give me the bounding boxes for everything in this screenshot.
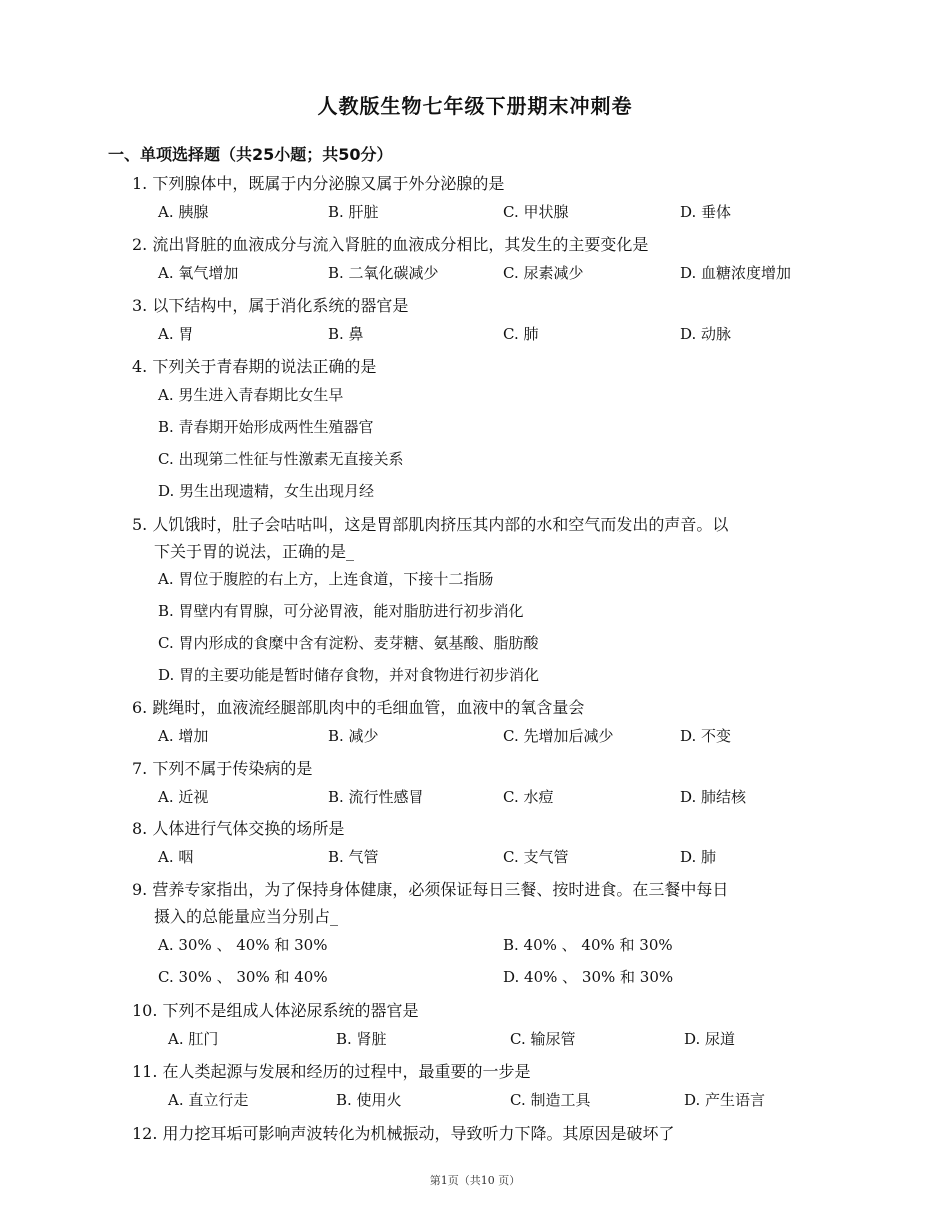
option: A. 男生进入青春期比女生早	[158, 386, 344, 404]
option: A. 肛门	[168, 1030, 219, 1048]
question-text: 7. 下列不属于传染病的是	[132, 759, 313, 778]
option: A. 氧气增加	[158, 264, 239, 282]
option: C. 出现第二性征与性激素无直接关系	[158, 450, 404, 468]
option: B. 肝脏	[328, 203, 379, 221]
question-3	[132, 292, 844, 319]
option: C. 制造工具	[510, 1091, 591, 1109]
question-10	[132, 997, 844, 1024]
question-9	[132, 876, 844, 930]
option: C. 水痘	[503, 788, 554, 806]
option: D. 40% 、 30% 和 30%	[503, 968, 674, 986]
option: B. 流行性感冒	[328, 788, 424, 806]
option: A. 增加	[158, 727, 209, 745]
question-8	[132, 815, 844, 842]
question-7	[132, 755, 844, 782]
option: D. 男生出现遗精，女生出现月经	[158, 482, 375, 500]
option: B. 鼻	[328, 325, 364, 343]
page-footer: 第1页（共10 页）	[429, 1174, 521, 1187]
question-text: 10. 下列不是组成人体泌尿系统的器官是	[132, 1001, 419, 1020]
question-text: 11. 在人类起源与发展和经历的过程中，最重要的一步是	[132, 1062, 531, 1081]
option: A. 胃位于腹腔的右上方，上连食道，下接十二指肠	[158, 570, 494, 588]
question-text: 1. 下列腺体中，既属于内分泌腺又属于外分泌腺的是	[132, 174, 505, 193]
question-text: 3. 以下结构中，属于消化系统的器官是	[132, 296, 409, 315]
question-text: 4. 下列关于青春期的说法正确的是	[132, 357, 377, 376]
question-text-cont: 下关于胃的说法，正确的是_	[154, 542, 355, 561]
option: A. 胰腺	[158, 203, 209, 221]
option: B. 青春期开始形成两性生殖器官	[158, 418, 374, 436]
option: D. 肺	[680, 848, 717, 866]
option: A. 30% 、 40% 和 30%	[158, 936, 328, 954]
question-2	[132, 231, 844, 258]
option: A. 咽	[158, 848, 194, 866]
question-1	[132, 170, 844, 197]
option: D. 垂体	[680, 203, 732, 221]
option: D. 胃的主要功能是暂时储存食物，并对食物进行初步消化	[158, 666, 540, 684]
option: C. 30% 、 30% 和 40%	[158, 968, 328, 986]
option: D. 尿道	[684, 1030, 736, 1048]
option: B. 二氧化碳减少	[328, 264, 439, 282]
option: D. 不变	[680, 727, 732, 745]
question-text: 9. 营养专家指出，为了保持身体健康，必须保证每日三餐、按时进食。在三餐中每日	[132, 880, 729, 899]
option: C. 胃内形成的食糜中含有淀粉、麦芽糖、氨基酸、脂肪酸	[158, 634, 539, 652]
option: C. 尿素减少	[503, 264, 584, 282]
option: A. 胃	[158, 325, 194, 343]
option: D. 血糖浓度增加	[680, 264, 792, 282]
option: B. 气管	[328, 848, 379, 866]
question-6	[132, 694, 844, 721]
question-text: 6. 跳绳时，血液流经腿部肌肉中的毛细血管，血液中的氧含量会	[132, 698, 585, 717]
option: C. 先增加后减少	[503, 727, 614, 745]
option: C. 输尿管	[510, 1030, 576, 1048]
question-text: 12. 用力挖耳垢可影响声波转化为机械振动，导致听力下降。其原因是破坏了	[132, 1124, 675, 1143]
option: B. 使用火	[336, 1091, 402, 1109]
option: D. 动脉	[680, 325, 732, 343]
question-4	[132, 353, 844, 380]
option: B. 40% 、 40% 和 30%	[503, 936, 673, 954]
option: B. 减少	[328, 727, 379, 745]
option: B. 胃壁内有胃腺，可分泌胃液，能对脂肪进行初步消化	[158, 602, 524, 620]
option: B. 肾脏	[336, 1030, 387, 1048]
option: C. 支气管	[503, 848, 569, 866]
question-text-cont: 摄入的总能量应当分别占_	[154, 907, 339, 926]
page-title: 人教版生物七年级下册期末冲刺卷	[317, 94, 633, 118]
option: C. 甲状腺	[503, 203, 569, 221]
option: A. 近视	[158, 788, 209, 806]
question-11	[132, 1058, 844, 1085]
question-text: 8. 人体进行气体交换的场所是	[132, 819, 345, 838]
question-12	[132, 1120, 844, 1147]
question-text: 2. 流出肾脏的血液成分与流入肾脏的血液成分相比，其发生的主要变化是	[132, 235, 649, 254]
option: D. 产生语言	[684, 1091, 766, 1109]
question-text: 5. 人饥饿时，肚子会咕咕叫，这是胃部肌肉挤压其内部的水和空气而发出的声音。以	[132, 515, 729, 534]
option: C. 肺	[503, 325, 539, 343]
section-heading: 一、单项选择题（共25小题；共50分）	[108, 145, 393, 164]
question-5	[132, 511, 844, 565]
option: D. 肺结核	[680, 788, 747, 806]
option: A. 直立行走	[168, 1091, 249, 1109]
